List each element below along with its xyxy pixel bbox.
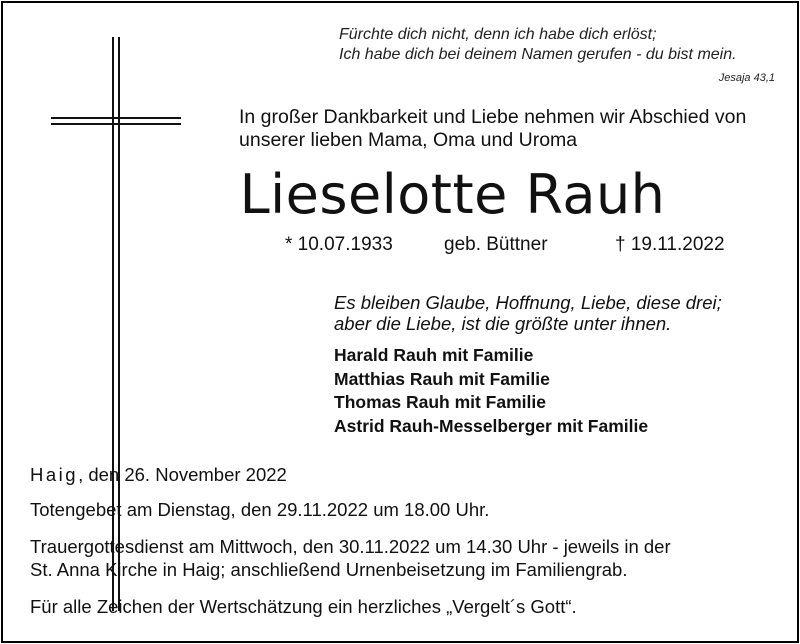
family-member: Matthias Rauh mit Familie [334,368,550,389]
service-info-line-1: Trauergottesdienst am Mittwoch, den 30.11.2022 um 14.30 Uhr - jeweils in der [30,536,671,557]
cross-icon [51,37,181,611]
place: Haig [30,464,79,485]
scripture-quote [334,292,784,334]
verse-line-2: Ich habe dich bei deinem Namen gerufen - du bist mein. [339,46,737,63]
family-list [334,344,784,438]
intro-line-1: In großer Dankbarkeit und Liebe nehmen wir Abschied von [239,106,747,128]
quote-line-1: Es bleiben Glaube, Hoffnung, Liebe, diese drei; [334,292,722,313]
obituary-frame [1,1,799,643]
family-member: Thomas Rauh mit Familie [334,392,546,412]
place-and-date [30,464,287,486]
prayer-info: Totengebet am Dienstag, den 29.11.2022 um 18.00 Uhr. [30,499,490,520]
notice-date: , den 26. November 2022 [78,464,287,485]
bible-verse [339,25,779,65]
thanks-text: Für alle Zeichen der Wertschätzung ein herzliches „Vergelt´s Gott“. [30,596,577,617]
quote-line-2: aber die Liebe, ist die größte unter ihnen. [334,313,672,334]
deceased-name: Lieselotte Rauh [239,163,666,226]
service-info-line-2: St. Anna Kirche in Haig; anschließend Urnenbeisetzung im Familiengrab. [30,559,628,580]
intro-text [239,106,799,152]
maiden-name: geb. Büttner [444,234,548,255]
death-date: † 19.11.2022 [615,234,725,255]
family-member: Astrid Rauh-Messelberger mit Familie [334,415,649,436]
birth-date: * 10.07.1933 [285,234,393,255]
family-member: Harald Rauh mit Familie [334,345,534,365]
verse-line-1: Fürchte dich nicht, denn ich habe dich erlöst; [339,26,657,43]
intro-line-2: unserer lieben Mama, Oma und Uroma [239,129,578,151]
verse-reference: Jesaja 43,1 [718,72,775,84]
